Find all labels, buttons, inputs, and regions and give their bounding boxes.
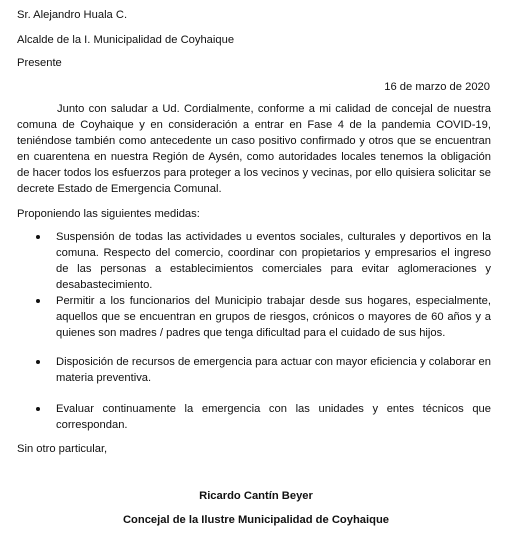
measures-intro: Proponiendo las siguientes medidas:: [17, 208, 200, 220]
bullet-icon: [36, 360, 40, 364]
body-paragraph: Junto con saludar a Ud. Cordialmente, conforme a mi calidad de concejal de nuestra comuna de Coyhaique y en consideración a entrar en Fase 4 de la pandemia COVID-19, teniéndose también como antecedente un caso positivo confirmado y otros que se encuentran en cuarentena en nuestra Región de Aysén, como autoridades locales tenemos la obligación de hacer todos los esfuerzos para proteger a los vecinos y vecinas, por ello quisiera solicitar se decrete Estado de Emergencia Comunal.: [17, 103, 491, 195]
letter-date: 16 de marzo de 2020: [384, 81, 490, 93]
measure-text: Disposición de recursos de emergencia para actuar con mayor eficiencia y colaborar en materia preventiva.: [56, 356, 491, 384]
bullet-icon: [36, 235, 40, 239]
bullet-icon: [36, 299, 40, 303]
measure-text: Evaluar continuamente la emergencia con las unidades y entes técnicos que correspondan.: [56, 403, 491, 431]
recipient-title: Alcalde de la I. Municipalidad de Coyhaique: [17, 34, 235, 46]
bullet-icon: [36, 407, 40, 411]
measure-text: Suspensión de todas las actividades u eventos sociales, culturales y deportivos en la comuna. Respecto del comercio, coordinar con propietarios y empresarios el ingreso de las personas a establecimientos comerciales para evitar aglomeraciones y desabastecimiento.: [56, 231, 491, 291]
measure-text: Permitir a los funcionarios del Municipio trabajar desde sus hogares, especialmente, aquellos que se encuentran en grupos de riesgos, crónicos o mayores de 60 años y a quienes son madres / padres que tenga dificultad para el cuidado de sus hijos.: [56, 295, 491, 339]
signer-name: Ricardo Cantín Beyer: [199, 490, 313, 502]
recipient-name: Sr. Alejandro Huala C.: [17, 9, 128, 21]
closing-text: Sin otro particular,: [17, 443, 108, 455]
signer-title: Concejal de la Ilustre Municipalidad de Coyhaique: [122, 514, 390, 526]
recipient-presente: Presente: [17, 57, 62, 69]
